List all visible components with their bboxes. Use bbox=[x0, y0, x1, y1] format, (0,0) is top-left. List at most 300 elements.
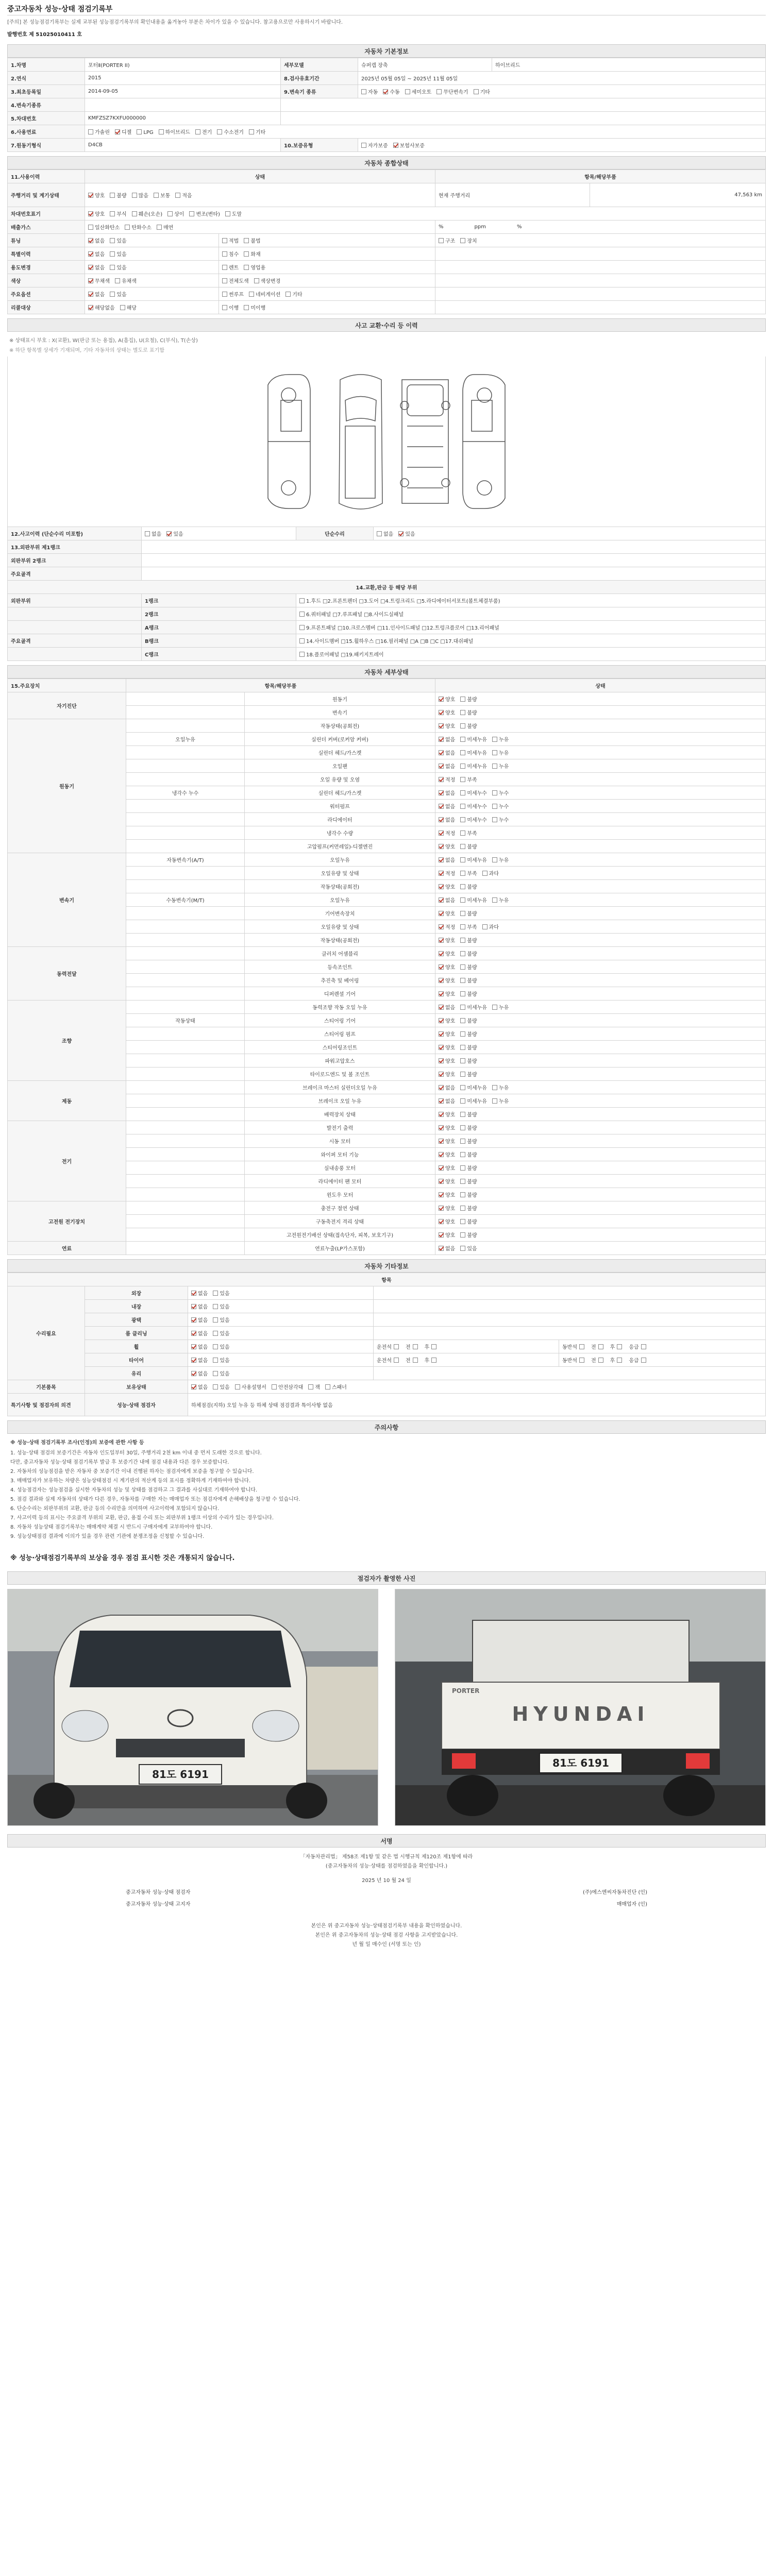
checkbox-icon[interactable] bbox=[460, 710, 465, 715]
checkbox-icon[interactable] bbox=[492, 1085, 497, 1090]
checkbox-icon[interactable] bbox=[439, 1165, 444, 1171]
checkbox-icon[interactable] bbox=[439, 897, 444, 903]
detail-status-option[interactable]: 불량 bbox=[460, 883, 477, 890]
checkbox-icon[interactable] bbox=[299, 625, 305, 630]
detail-status-option[interactable]: 없음 bbox=[439, 735, 455, 743]
repair-option[interactable]: 있음 bbox=[213, 1329, 229, 1337]
detail-status-option[interactable]: 양호 bbox=[439, 1016, 455, 1024]
checkbox-icon[interactable] bbox=[460, 1098, 465, 1104]
checkbox-icon[interactable] bbox=[222, 265, 227, 270]
checkbox-icon[interactable] bbox=[439, 710, 444, 715]
basic-item-option[interactable]: 안전삼각대 bbox=[272, 1383, 303, 1391]
checkbox-icon[interactable] bbox=[439, 1232, 444, 1238]
checkbox-icon[interactable] bbox=[439, 1246, 444, 1251]
checkbox-icon[interactable] bbox=[244, 305, 249, 310]
detail-status-option[interactable]: 미세누유 bbox=[460, 1003, 487, 1011]
checkbox-icon[interactable] bbox=[598, 1358, 603, 1363]
checkbox-icon[interactable] bbox=[398, 531, 404, 536]
checkbox-icon[interactable] bbox=[617, 1358, 622, 1363]
mileage-option[interactable]: 보통 bbox=[154, 191, 170, 199]
detail-status-option[interactable]: 양호 bbox=[439, 1164, 455, 1172]
detail-status-option[interactable]: 부족 bbox=[460, 775, 477, 783]
mileage-option[interactable]: 적음 bbox=[175, 191, 192, 199]
vin-option[interactable]: 훼손(오손) bbox=[132, 210, 162, 217]
status-option[interactable]: 없음 bbox=[88, 250, 105, 258]
status-sub-option[interactable]: 색상변경 bbox=[254, 277, 281, 284]
detail-status-option[interactable]: 불량 bbox=[460, 1057, 477, 1064]
checkbox-icon[interactable] bbox=[460, 831, 465, 836]
checkbox-icon[interactable] bbox=[439, 1139, 444, 1144]
fuel-option[interactable]: 기타 bbox=[249, 128, 265, 135]
repair-option[interactable]: 없음 bbox=[191, 1302, 208, 1310]
basic-item-option[interactable]: 잭 bbox=[308, 1383, 320, 1391]
checkbox-icon[interactable] bbox=[492, 764, 497, 769]
status-option[interactable]: 없음 bbox=[88, 236, 105, 244]
transmission-option[interactable]: 자동 bbox=[361, 88, 378, 95]
detail-status-option[interactable]: 미세누유 bbox=[460, 735, 487, 743]
checkbox-icon[interactable] bbox=[439, 1018, 444, 1023]
checkbox-icon[interactable] bbox=[492, 737, 497, 742]
checkbox-icon[interactable] bbox=[460, 1192, 465, 1197]
checkbox-icon[interactable] bbox=[137, 129, 142, 134]
checkbox-icon[interactable] bbox=[213, 1371, 218, 1376]
checkbox-icon[interactable] bbox=[88, 129, 93, 134]
vin-option[interactable]: 변조(변타) bbox=[189, 210, 220, 217]
checkbox-icon[interactable] bbox=[439, 1031, 444, 1037]
status-option[interactable]: 있음 bbox=[110, 236, 126, 244]
detail-status-option[interactable]: 양호 bbox=[439, 976, 455, 984]
checkbox-icon[interactable] bbox=[460, 844, 465, 849]
basic-item-option[interactable]: 사용설명서 bbox=[235, 1383, 266, 1391]
checkbox-icon[interactable] bbox=[460, 1219, 465, 1224]
checkbox-icon[interactable] bbox=[110, 193, 115, 198]
detail-status-option[interactable]: 불량 bbox=[460, 1191, 477, 1198]
checkbox-icon[interactable] bbox=[405, 89, 410, 94]
detail-status-option[interactable]: 양호 bbox=[439, 1177, 455, 1185]
checkbox-icon[interactable] bbox=[460, 924, 465, 929]
detail-status-option[interactable]: 불량 bbox=[460, 1124, 477, 1131]
status-sub-option[interactable]: 기타 bbox=[285, 290, 302, 298]
checkbox-icon[interactable] bbox=[460, 897, 465, 903]
checkbox-icon[interactable] bbox=[394, 1358, 399, 1363]
detail-status-option[interactable]: 미세누유 bbox=[460, 856, 487, 863]
basic-item-option[interactable]: 있음 bbox=[213, 1383, 229, 1391]
checkbox-icon[interactable] bbox=[272, 1384, 277, 1389]
detail-status-option[interactable]: 불량 bbox=[460, 1110, 477, 1118]
checkbox-icon[interactable] bbox=[492, 1098, 497, 1104]
checkbox-icon[interactable] bbox=[460, 777, 465, 782]
detail-status-option[interactable]: 미세누유 bbox=[460, 762, 487, 770]
vin-option[interactable]: 상이 bbox=[167, 210, 184, 217]
checkbox-icon[interactable] bbox=[460, 991, 465, 996]
detail-status-option[interactable]: 누유 bbox=[492, 749, 509, 756]
detail-status-option[interactable]: 불량 bbox=[460, 1177, 477, 1185]
checkbox-icon[interactable] bbox=[159, 129, 164, 134]
checkbox-icon[interactable] bbox=[88, 251, 93, 257]
detail-status-option[interactable]: 불량 bbox=[460, 950, 477, 957]
detail-status-option[interactable]: 없음 bbox=[439, 1097, 455, 1105]
checkbox-icon[interactable] bbox=[157, 225, 162, 230]
checkbox-icon[interactable] bbox=[460, 1139, 465, 1144]
simple-repair-option[interactable]: 있음 bbox=[398, 530, 415, 537]
checkbox-icon[interactable] bbox=[431, 1344, 436, 1349]
checkbox-icon[interactable] bbox=[460, 951, 465, 956]
checkbox-icon[interactable] bbox=[217, 129, 222, 134]
checkbox-icon[interactable] bbox=[439, 1179, 444, 1184]
checkbox-icon[interactable] bbox=[460, 1072, 465, 1077]
checkbox-icon[interactable] bbox=[299, 598, 305, 603]
checkbox-icon[interactable] bbox=[439, 871, 444, 876]
accident-option[interactable]: 없음 bbox=[145, 530, 161, 537]
checkbox-icon[interactable] bbox=[110, 251, 115, 257]
detail-status-option[interactable]: 없음 bbox=[439, 802, 455, 810]
mileage-option[interactable]: 많음 bbox=[132, 191, 148, 199]
checkbox-icon[interactable] bbox=[213, 1358, 218, 1363]
checkbox-icon[interactable] bbox=[299, 612, 305, 617]
transmission-option[interactable]: 수동 bbox=[383, 88, 399, 95]
checkbox-icon[interactable] bbox=[460, 1085, 465, 1090]
status-option[interactable]: 없음 bbox=[88, 263, 105, 271]
checkbox-icon[interactable] bbox=[460, 750, 465, 755]
checkbox-icon[interactable] bbox=[474, 89, 479, 94]
checkbox-icon[interactable] bbox=[222, 305, 227, 310]
checkbox-icon[interactable] bbox=[439, 844, 444, 849]
checkbox-icon[interactable] bbox=[460, 857, 465, 862]
emission-option[interactable]: 탄화수소 bbox=[125, 223, 152, 231]
repair-option[interactable]: 있음 bbox=[213, 1316, 229, 1324]
detail-status-option[interactable]: 누유 bbox=[492, 1083, 509, 1091]
emission-option[interactable]: 매연 bbox=[157, 223, 173, 231]
repair-option[interactable]: 없음 bbox=[191, 1329, 208, 1337]
repair-option[interactable]: 없음 bbox=[191, 1356, 208, 1364]
checkbox-icon[interactable] bbox=[393, 143, 398, 148]
repair-option[interactable]: 있음 bbox=[213, 1356, 229, 1364]
checkbox-icon[interactable] bbox=[460, 1152, 465, 1157]
checkbox-icon[interactable] bbox=[439, 737, 444, 742]
checkbox-icon[interactable] bbox=[166, 531, 172, 536]
checkbox-icon[interactable] bbox=[460, 1018, 465, 1023]
checkbox-icon[interactable] bbox=[439, 831, 444, 836]
status-option[interactable]: 해당없음 bbox=[88, 303, 115, 311]
detail-status-option[interactable]: 양호 bbox=[439, 842, 455, 850]
repair-option[interactable]: 없음 bbox=[191, 1369, 208, 1377]
detail-status-option[interactable]: 불량 bbox=[460, 842, 477, 850]
fuel-option[interactable]: 하이브리드 bbox=[159, 128, 190, 135]
detail-status-option[interactable]: 미세누수 bbox=[460, 816, 487, 823]
checkbox-icon[interactable] bbox=[439, 697, 444, 702]
checkbox-icon[interactable] bbox=[460, 1206, 465, 1211]
checkbox-icon[interactable] bbox=[431, 1358, 436, 1363]
transmission-option[interactable]: 무단변속기 bbox=[436, 88, 468, 95]
checkbox-icon[interactable] bbox=[460, 884, 465, 889]
checkbox-icon[interactable] bbox=[308, 1384, 313, 1389]
detail-status-option[interactable]: 적정 bbox=[439, 829, 455, 837]
checkbox-icon[interactable] bbox=[244, 251, 249, 257]
checkbox-icon[interactable] bbox=[213, 1331, 218, 1336]
detail-status-option[interactable]: 불량 bbox=[460, 936, 477, 944]
warranty-option[interactable]: 자가보증 bbox=[361, 141, 388, 149]
detail-status-option[interactable]: 없음 bbox=[439, 816, 455, 823]
detail-status-option[interactable]: 미세누유 bbox=[460, 896, 487, 904]
checkbox-icon[interactable] bbox=[213, 1317, 218, 1323]
detail-status-option[interactable]: 불량 bbox=[460, 963, 477, 971]
detail-status-option[interactable]: 누수 bbox=[492, 789, 509, 796]
checkbox-icon[interactable] bbox=[439, 1192, 444, 1197]
detail-status-option[interactable]: 불량 bbox=[460, 1070, 477, 1078]
fuel-option[interactable]: 디젤 bbox=[115, 128, 131, 135]
status-sub-option[interactable]: 렌트 bbox=[222, 263, 239, 271]
detail-status-option[interactable]: 누유 bbox=[492, 896, 509, 904]
checkbox-icon[interactable] bbox=[439, 1005, 444, 1010]
checkbox-icon[interactable] bbox=[285, 292, 291, 297]
detail-status-option[interactable]: 양호 bbox=[439, 1070, 455, 1078]
checkbox-icon[interactable] bbox=[132, 193, 137, 198]
checkbox-icon[interactable] bbox=[460, 1005, 465, 1010]
checkbox-icon[interactable] bbox=[641, 1344, 646, 1349]
checkbox-icon[interactable] bbox=[460, 238, 465, 243]
fuel-option[interactable]: LPG bbox=[137, 129, 153, 135]
checkbox-icon[interactable] bbox=[482, 871, 488, 876]
detail-status-option[interactable]: 양호 bbox=[439, 1043, 455, 1051]
checkbox-icon[interactable] bbox=[482, 924, 488, 929]
detail-status-option[interactable]: 양호 bbox=[439, 883, 455, 890]
checkbox-icon[interactable] bbox=[439, 951, 444, 956]
checkbox-icon[interactable] bbox=[195, 129, 200, 134]
checkbox-icon[interactable] bbox=[492, 804, 497, 809]
checkbox-icon[interactable] bbox=[88, 305, 93, 310]
detail-status-option[interactable]: 부족 bbox=[460, 869, 477, 877]
checkbox-icon[interactable] bbox=[110, 292, 115, 297]
checkbox-icon[interactable] bbox=[460, 1246, 465, 1251]
checkbox-icon[interactable] bbox=[439, 964, 444, 970]
checkbox-icon[interactable] bbox=[460, 723, 465, 728]
status-option[interactable]: 없음 bbox=[88, 290, 105, 298]
detail-status-option[interactable]: 누수 bbox=[492, 816, 509, 823]
checkbox-icon[interactable] bbox=[225, 211, 230, 216]
detail-status-option[interactable]: 양호 bbox=[439, 1137, 455, 1145]
checkbox-icon[interactable] bbox=[460, 964, 465, 970]
detail-status-option[interactable]: 부족 bbox=[460, 923, 477, 930]
status-option[interactable]: 있음 bbox=[110, 250, 126, 258]
detail-status-option[interactable]: 양호 bbox=[439, 1124, 455, 1131]
checkbox-icon[interactable] bbox=[254, 278, 259, 283]
checkbox-icon[interactable] bbox=[244, 265, 249, 270]
checkbox-icon[interactable] bbox=[460, 1045, 465, 1050]
detail-status-option[interactable]: 적정 bbox=[439, 923, 455, 930]
accident-option[interactable]: 있음 bbox=[166, 530, 183, 537]
detail-status-option[interactable]: 없음 bbox=[439, 1003, 455, 1011]
checkbox-icon[interactable] bbox=[439, 1125, 444, 1130]
repair-option[interactable]: 있음 bbox=[213, 1369, 229, 1377]
detail-status-option[interactable]: 양호 bbox=[439, 695, 455, 703]
checkbox-icon[interactable] bbox=[641, 1358, 646, 1363]
checkbox-icon[interactable] bbox=[191, 1304, 196, 1309]
checkbox-icon[interactable] bbox=[191, 1344, 196, 1349]
emission-option[interactable]: 일산화탄소 bbox=[88, 223, 120, 231]
detail-status-option[interactable]: 적정 bbox=[439, 775, 455, 783]
detail-status-option[interactable]: 양호 bbox=[439, 936, 455, 944]
checkbox-icon[interactable] bbox=[244, 238, 249, 243]
checkbox-icon[interactable] bbox=[439, 911, 444, 916]
fuel-option[interactable]: 전기 bbox=[195, 128, 212, 135]
detail-status-option[interactable]: 미세누수 bbox=[460, 789, 487, 796]
detail-status-option[interactable]: 누유 bbox=[492, 735, 509, 743]
checkbox-icon[interactable] bbox=[436, 89, 442, 94]
detail-status-option[interactable]: 있음 bbox=[460, 1244, 477, 1252]
repair-option[interactable]: 없음 bbox=[191, 1343, 208, 1350]
checkbox-icon[interactable] bbox=[492, 750, 497, 755]
detail-status-option[interactable]: 없음 bbox=[439, 856, 455, 863]
checkbox-icon[interactable] bbox=[460, 764, 465, 769]
detail-status-option[interactable]: 없음 bbox=[439, 789, 455, 796]
checkbox-icon[interactable] bbox=[460, 1031, 465, 1037]
status-sub-option[interactable]: 불법 bbox=[244, 236, 260, 244]
checkbox-icon[interactable] bbox=[88, 193, 93, 198]
checkbox-icon[interactable] bbox=[439, 238, 444, 243]
checkbox-icon[interactable] bbox=[439, 1085, 444, 1090]
detail-status-option[interactable]: 불량 bbox=[460, 1217, 477, 1225]
checkbox-icon[interactable] bbox=[439, 764, 444, 769]
detail-status-option[interactable]: 없음 bbox=[439, 1083, 455, 1091]
checkbox-icon[interactable] bbox=[460, 978, 465, 983]
checkbox-icon[interactable] bbox=[439, 817, 444, 822]
checkbox-icon[interactable] bbox=[213, 1384, 218, 1389]
fuel-option[interactable]: 가솔린 bbox=[88, 128, 110, 135]
checkbox-icon[interactable] bbox=[439, 804, 444, 809]
checkbox-icon[interactable] bbox=[460, 1179, 465, 1184]
checkbox-icon[interactable] bbox=[460, 1058, 465, 1063]
transmission-option[interactable]: 기타 bbox=[474, 88, 490, 95]
detail-status-option[interactable]: 누수 bbox=[492, 802, 509, 810]
checkbox-icon[interactable] bbox=[222, 251, 227, 257]
checkbox-icon[interactable] bbox=[439, 924, 444, 929]
detail-status-option[interactable]: 양호 bbox=[439, 1217, 455, 1225]
status-option[interactable]: 있음 bbox=[110, 290, 126, 298]
detail-status-option[interactable]: 과다 bbox=[482, 923, 499, 930]
status-sub2-option[interactable]: 구조 bbox=[439, 236, 455, 244]
repair-option[interactable]: 있음 bbox=[213, 1289, 229, 1297]
checkbox-icon[interactable] bbox=[191, 1358, 196, 1363]
checkbox-icon[interactable] bbox=[213, 1304, 218, 1309]
checkbox-icon[interactable] bbox=[460, 737, 465, 742]
checkbox-icon[interactable] bbox=[191, 1331, 196, 1336]
checkbox-icon[interactable] bbox=[88, 238, 93, 243]
checkbox-icon[interactable] bbox=[492, 897, 497, 903]
checkbox-icon[interactable] bbox=[579, 1358, 584, 1363]
checkbox-icon[interactable] bbox=[361, 143, 366, 148]
checkbox-icon[interactable] bbox=[120, 305, 125, 310]
status-sub-option[interactable]: 이행 bbox=[222, 303, 239, 311]
checkbox-icon[interactable] bbox=[88, 278, 93, 283]
checkbox-icon[interactable] bbox=[460, 697, 465, 702]
detail-status-option[interactable]: 없음 bbox=[439, 749, 455, 756]
checkbox-icon[interactable] bbox=[439, 978, 444, 983]
detail-status-option[interactable]: 누유 bbox=[492, 1003, 509, 1011]
detail-status-option[interactable]: 없음 bbox=[439, 1244, 455, 1252]
transmission-option[interactable]: 세미오토 bbox=[405, 88, 432, 95]
checkbox-icon[interactable] bbox=[439, 1152, 444, 1157]
checkbox-icon[interactable] bbox=[115, 278, 120, 283]
checkbox-icon[interactable] bbox=[88, 225, 93, 230]
detail-status-option[interactable]: 미세누유 bbox=[460, 1083, 487, 1091]
checkbox-icon[interactable] bbox=[394, 1344, 399, 1349]
detail-status-option[interactable]: 불량 bbox=[460, 976, 477, 984]
checkbox-icon[interactable] bbox=[598, 1344, 603, 1349]
simple-repair-option[interactable]: 없음 bbox=[377, 530, 393, 537]
detail-status-option[interactable]: 누유 bbox=[492, 856, 509, 863]
status-sub-option[interactable]: 영업용 bbox=[244, 263, 265, 271]
checkbox-icon[interactable] bbox=[439, 991, 444, 996]
checkbox-icon[interactable] bbox=[325, 1384, 330, 1389]
detail-status-option[interactable]: 불량 bbox=[460, 695, 477, 703]
detail-status-option[interactable]: 불량 bbox=[460, 1043, 477, 1051]
warranty-option[interactable]: 보험사보증 bbox=[393, 141, 425, 149]
checkbox-icon[interactable] bbox=[132, 211, 137, 216]
detail-status-option[interactable]: 불량 bbox=[460, 1204, 477, 1212]
detail-status-option[interactable]: 불량 bbox=[460, 1030, 477, 1038]
status-option[interactable]: 있음 bbox=[110, 263, 126, 271]
repair-option[interactable]: 있음 bbox=[213, 1302, 229, 1310]
checkbox-icon[interactable] bbox=[413, 1358, 418, 1363]
detail-status-option[interactable]: 없음 bbox=[439, 762, 455, 770]
status-sub2-option[interactable]: 장치 bbox=[460, 236, 477, 244]
status-sub-option[interactable]: 미이행 bbox=[244, 303, 265, 311]
checkbox-icon[interactable] bbox=[413, 1344, 418, 1349]
checkbox-icon[interactable] bbox=[492, 857, 497, 862]
checkbox-icon[interactable] bbox=[492, 817, 497, 822]
detail-status-option[interactable]: 적정 bbox=[439, 869, 455, 877]
checkbox-icon[interactable] bbox=[492, 1005, 497, 1010]
detail-status-option[interactable]: 불량 bbox=[460, 1150, 477, 1158]
checkbox-icon[interactable] bbox=[154, 193, 159, 198]
checkbox-icon[interactable] bbox=[191, 1371, 196, 1376]
checkbox-icon[interactable] bbox=[88, 292, 93, 297]
checkbox-icon[interactable] bbox=[439, 1219, 444, 1224]
checkbox-icon[interactable] bbox=[88, 265, 93, 270]
checkbox-icon[interactable] bbox=[125, 225, 130, 230]
checkbox-icon[interactable] bbox=[377, 531, 382, 536]
checkbox-icon[interactable] bbox=[110, 211, 115, 216]
checkbox-icon[interactable] bbox=[460, 1125, 465, 1130]
checkbox-icon[interactable] bbox=[460, 938, 465, 943]
checkbox-icon[interactable] bbox=[222, 292, 227, 297]
checkbox-icon[interactable] bbox=[115, 129, 120, 134]
detail-status-option[interactable]: 불량 bbox=[460, 1231, 477, 1239]
detail-status-option[interactable]: 양호 bbox=[439, 1191, 455, 1198]
detail-status-option[interactable]: 양호 bbox=[439, 1030, 455, 1038]
detail-status-option[interactable]: 누유 bbox=[492, 762, 509, 770]
vin-option[interactable]: 도말 bbox=[225, 210, 242, 217]
checkbox-icon[interactable] bbox=[439, 1112, 444, 1117]
detail-status-option[interactable]: 불량 bbox=[460, 722, 477, 730]
status-option[interactable]: 무채색 bbox=[88, 277, 110, 284]
repair-option[interactable]: 없음 bbox=[191, 1316, 208, 1324]
detail-status-option[interactable]: 미세누유 bbox=[460, 749, 487, 756]
checkbox-icon[interactable] bbox=[460, 1112, 465, 1117]
detail-status-option[interactable]: 과다 bbox=[482, 869, 499, 877]
checkbox-icon[interactable] bbox=[439, 1058, 444, 1063]
checkbox-icon[interactable] bbox=[439, 938, 444, 943]
detail-status-option[interactable]: 양호 bbox=[439, 708, 455, 716]
detail-status-option[interactable]: 불량 bbox=[460, 1164, 477, 1172]
mileage-option[interactable]: 불량 bbox=[110, 191, 126, 199]
checkbox-icon[interactable] bbox=[617, 1344, 622, 1349]
status-option[interactable]: 유채색 bbox=[115, 277, 137, 284]
checkbox-icon[interactable] bbox=[189, 211, 194, 216]
status-sub-option[interactable]: 전체도색 bbox=[222, 277, 249, 284]
checkbox-icon[interactable] bbox=[361, 89, 366, 94]
checkbox-icon[interactable] bbox=[460, 817, 465, 822]
